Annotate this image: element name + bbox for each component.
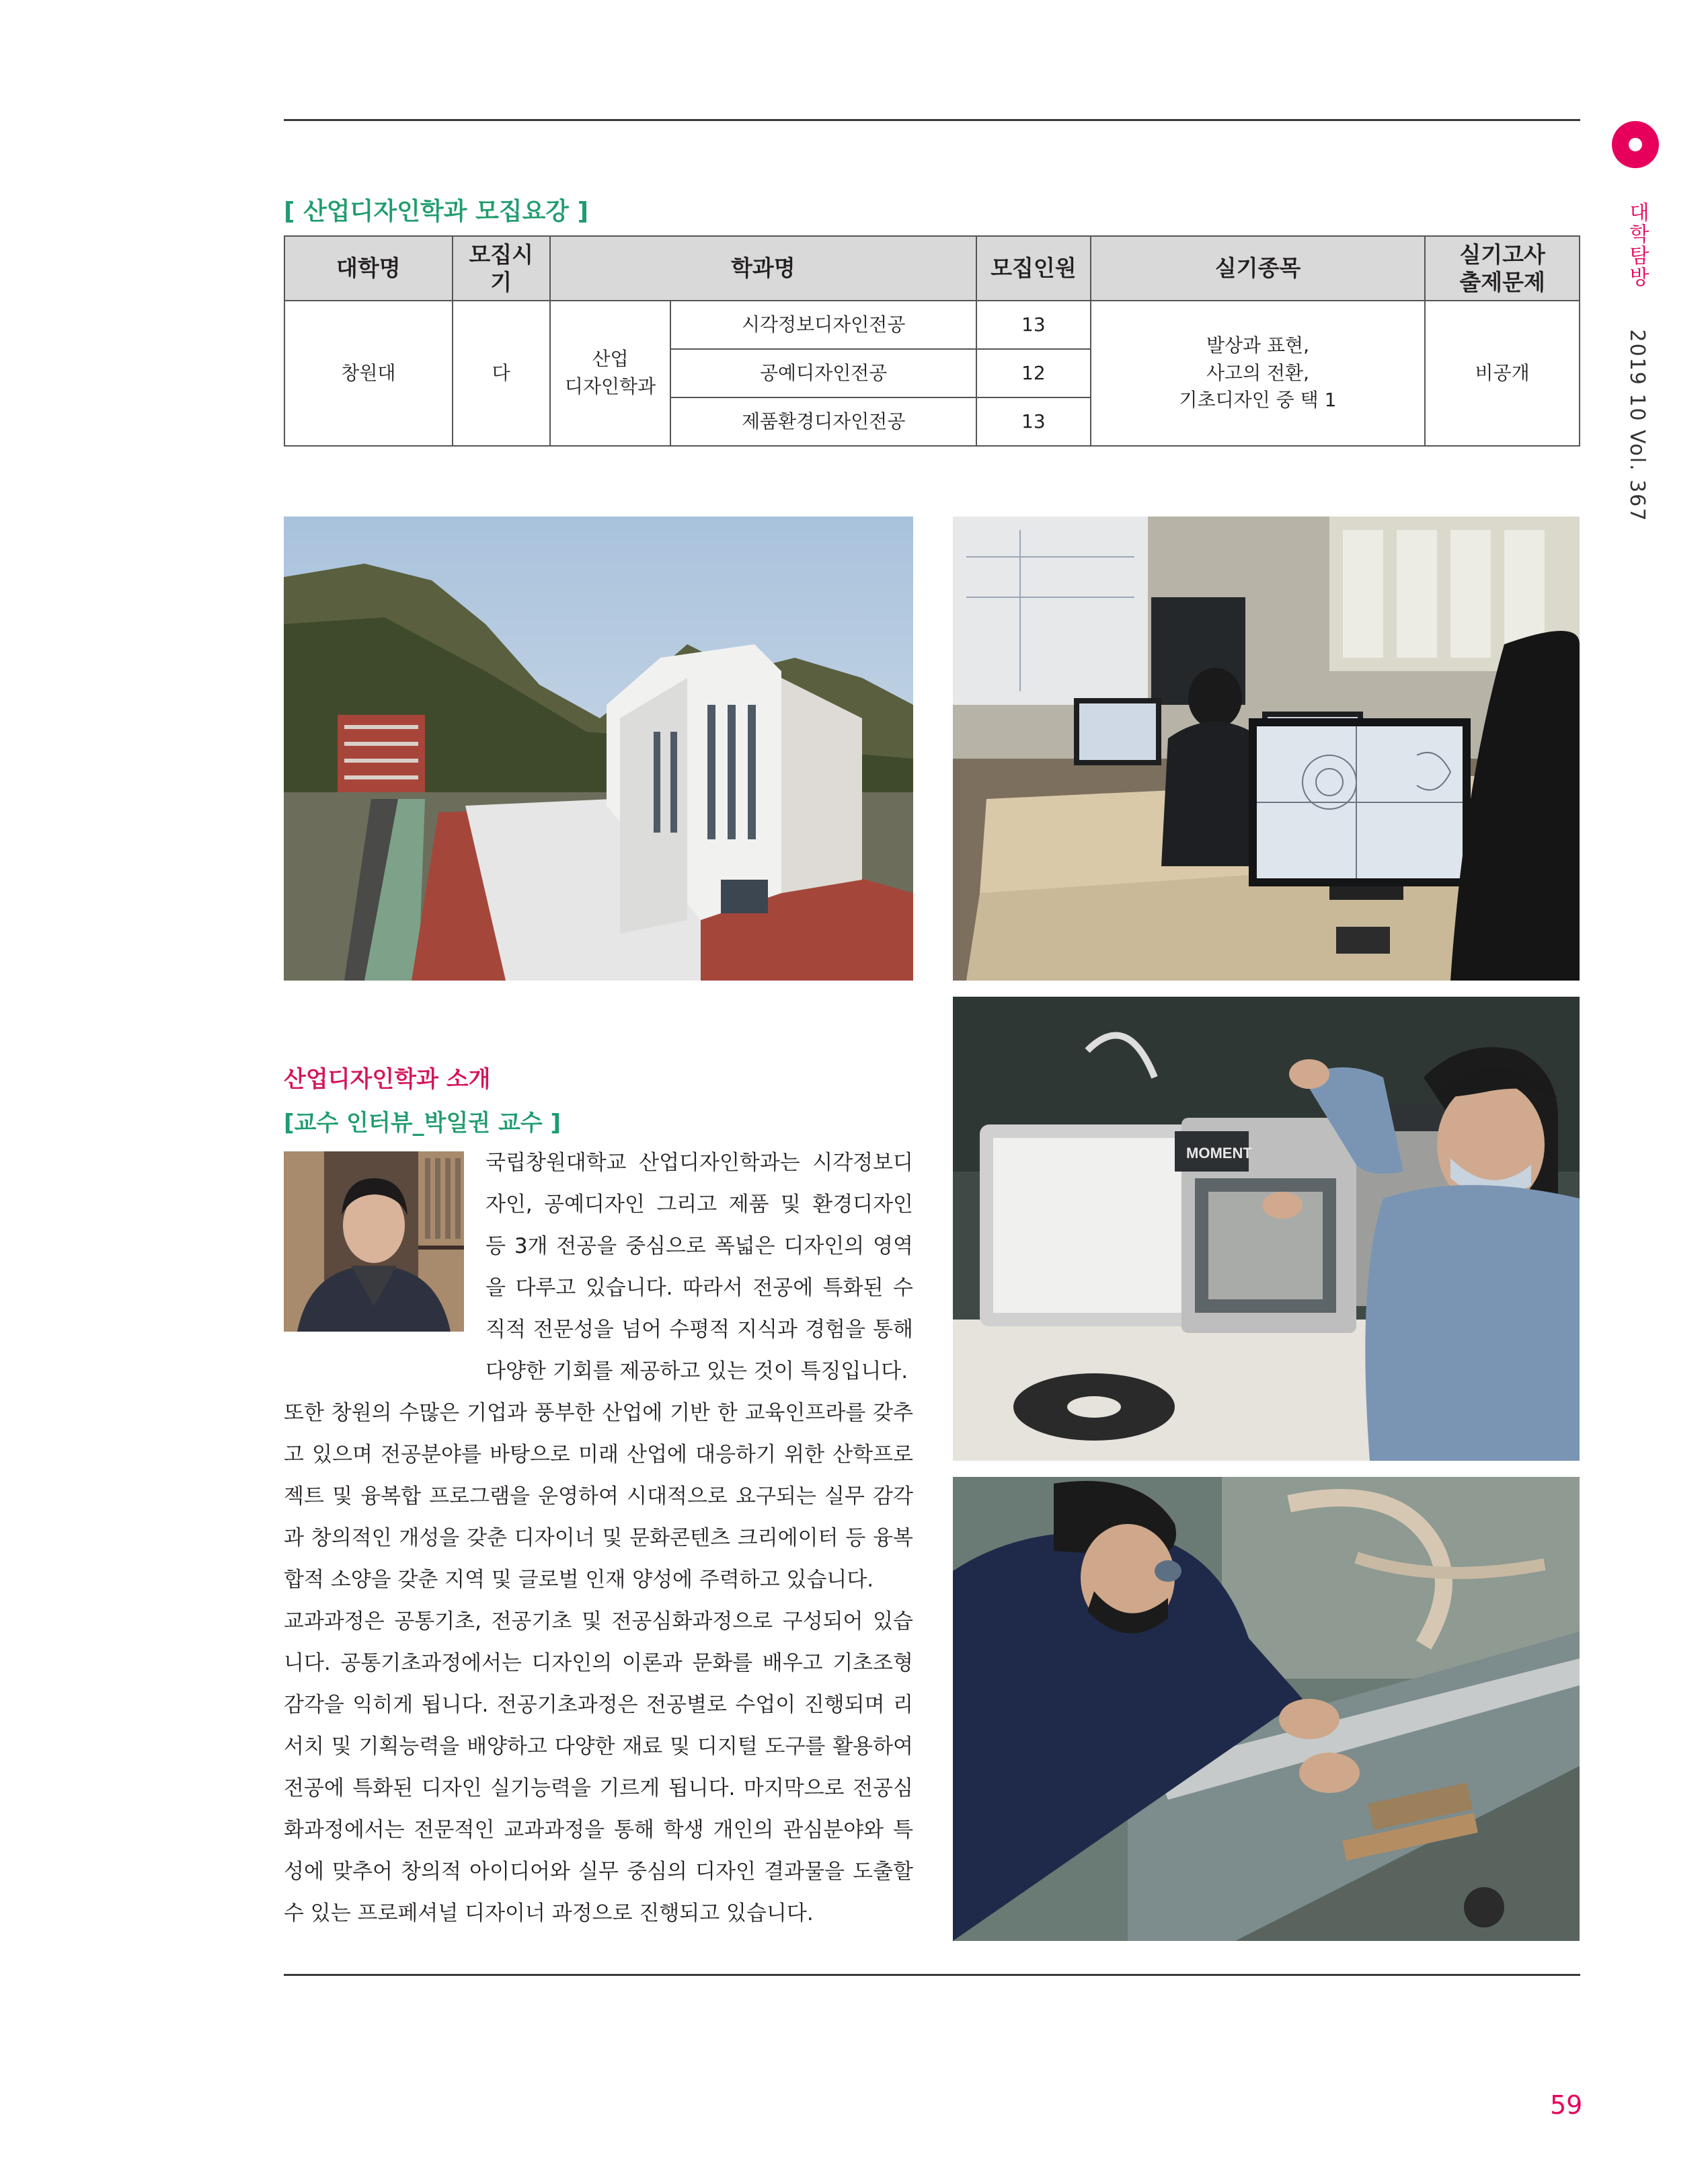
table-header-row	[284, 236, 1580, 301]
cell-university: 창원대	[284, 301, 453, 446]
issue-label: 2019 10 Vol. 367	[1625, 329, 1649, 523]
header-period: 모집시기	[453, 236, 550, 301]
intro-paragraph-rest: 또한 창원의 수많은 기업과 풍부한 산업에 기반 한 교육인프라를 갖추고 있으며 전공분야를 바탕으로 미래 산업에 대응하기 위한 산학프로젝트 및 융복합 프로그램을 운영하여 시대적으로 요구되는 실무 감각과 창의적인 개성을 갖춘 디자이너 및 문화콘텐츠 크리에이터 등 융복합적 소양을 갖춘 지역 및 글로벌 인재 양성에 주력하고 있습니다.	[284, 1401, 913, 1592]
printer-brand: MOMENT	[1186, 1145, 1252, 1161]
intro-heading: 산업디자인학과 소개	[284, 1066, 491, 1093]
woodworking-photo	[953, 1477, 1580, 1941]
top-rule	[284, 119, 1580, 121]
recruit-table	[284, 235, 1580, 447]
section-dot-icon	[1612, 121, 1659, 168]
cell-exam-disclosure: 비공개	[1425, 301, 1580, 446]
interview-heading: [교수 인터뷰_박일권 교수 ]	[284, 1110, 561, 1137]
header-university: 대학명	[284, 236, 453, 301]
cell-department: 산업 디자인학과	[550, 301, 671, 446]
header-exam-disclosure: 실기고사 출제문제	[1425, 236, 1580, 301]
header-quota: 모집인원	[976, 236, 1091, 301]
cell-quota: 12	[976, 349, 1091, 397]
cell-major: 시각정보디자인전공	[670, 301, 976, 349]
cell-major: 제품환경디자인전공	[670, 397, 976, 446]
cell-period: 다	[453, 301, 550, 446]
bottom-rule	[284, 1974, 1580, 1976]
page-number: 59	[1550, 2090, 1583, 2120]
cell-major: 공예디자인전공	[670, 349, 976, 397]
3d-printer-photo	[953, 997, 1580, 1461]
cell-quota: 13	[976, 301, 1091, 349]
side-label	[1622, 202, 1652, 522]
intro-paragraph-indent: 국립창원대학교 산업디자인학과는 시각정보디자인, 공예디자인 그리고 제품 및 환경디자인 등 3개 전공을 중심으로 폭넓은 디자인의 영역을 다루고 있습니다. 따라서 전공에 특화된 수직적 전문성을 넘어 수평적 지식과 경험을 통해 다양한 기회를 제공하고 있는 것이 특징입니다.	[486, 1151, 913, 1383]
section-label: 대학탐방	[1625, 202, 1649, 288]
table-row	[284, 301, 1580, 349]
computer-lab-photo	[953, 517, 1580, 981]
header-department: 학과명	[550, 236, 976, 301]
professor-portrait	[284, 1151, 464, 1332]
header-exam-type: 실기종목	[1091, 236, 1425, 301]
recruit-title: [ 산업디자인학과 모집요강 ]	[284, 198, 589, 225]
curriculum-paragraph: 교과과정은 공통기초, 전공기초 및 전공심화과정으로 구성되어 있습니다. 공통기초과정에서는 디자인의 이론과 문화를 배우고 기초조형 감각을 익히게 됩니다. 전공기초과정은 전공별로 수업이 진행되며 리서치 및 기획능력을 배양하고 다양한 재료 및 디지털 도구를 활용하여 전공에 특화된 디자인 실기능력을 기르게 됩니다. 마지막으로 전공심화과정에서는 전문적인 교과과정을 통해 학생 개인의 관심분야와 특성에 맞추어 창의적 아이디어와 실무 중심의 디자인 결과물을 도출할 수 있는 프로페셔널 디자이너 과정으로 진행되고 있습니다.	[284, 1609, 913, 1925]
campus-building-photo	[284, 517, 913, 981]
cell-exam-type: 발상과 표현, 사고의 전환, 기초디자인 중 택 1	[1091, 301, 1425, 446]
cell-quota: 13	[976, 397, 1091, 446]
